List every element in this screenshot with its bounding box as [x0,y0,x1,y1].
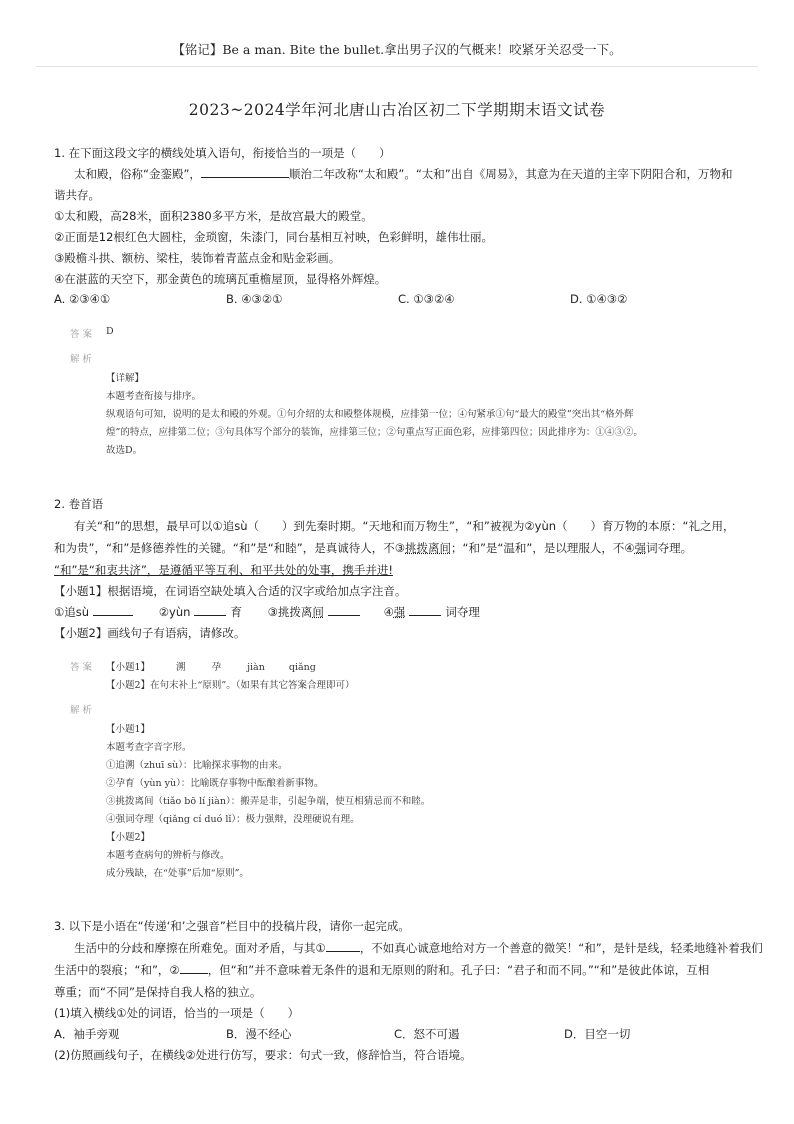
q2-answer-line2: 【小题2】在句末补上“原则”。（如果有其它答案合理即可） [106,680,355,691]
q3-para-line1 [74,940,763,956]
q1-option-d[interactable]: D. ①④③② [570,292,628,306]
q2-fill-label: ②yùn [158,605,191,619]
q2-answer-part: 溯 [176,662,186,673]
q2-fill-label: 育 [230,605,242,619]
q2-para-line1: 有关“和”的思想，最早可以①追sù（ ）到先秦时期。“天地和而万物生”，“和”被视为②yùn（ ）育万物的本原：“礼之用， [74,519,735,533]
q1-analysis-label: 解 析 [70,354,93,365]
q2-analysis-line: ③挑拨离间（tiǎo bō lí jiàn）：搬弄是非，引起争端，使互相猜忌而不和睦。 [106,796,431,807]
q2-para-line2 [54,540,692,556]
q3-option-c[interactable]: C．怒不可遏 [394,1027,460,1041]
q1-analysis-line: 故选D。 [106,445,143,456]
q1-option-c[interactable]: C. ①③②④ [398,292,455,306]
q2-analysis-line: 成分残缺，在“处事”后加“原则”。 [106,868,249,879]
q2-dotted-word: 挑拨离间 [405,541,452,555]
q2-underlined-sentence: “和”是“和衷共济”，是遵循平等互利、和平共处的处事，携手并进! [54,563,393,577]
motto-banner: 【铭记】Be a man. Bite the bullet.拿出男子汉的气概来！咬紧牙关忍受一下。 [172,42,622,57]
q2-fill-label: 离 [300,605,313,619]
q3-text: 生活中的裂痕；“和”，② [54,963,180,977]
q3-text: 生活中的分歧和摩擦在所难免。面对矛盾，与其① [74,941,326,955]
q3-option-b[interactable]: B．漫不经心 [226,1027,292,1041]
q1-answer-label: 答 案 [70,329,93,340]
q2-analysis-line: ①追溯（zhuī sù）：比喻探求事物的由来。 [106,760,288,771]
q2-dotted-word: 强 [393,605,406,619]
q2-analysis-line: ④强词夺理（qiǎng cí duó lǐ）：极力强辩，没理硬说有理。 [106,814,360,825]
q2-stem: 2. 卷首语 [54,497,104,511]
q2-analysis-line: 本题考查字音字形。 [106,742,192,753]
q2-fill-blank[interactable] [194,604,226,616]
q1-analysis-line: 本题考查衔接与排序。 [106,391,202,402]
q3-text: ，但“和”并不意味着无条件的退和无原则的附和。孔子曰：“君子和而不同。”“和”是彼此体谅，互相 [207,963,710,977]
q3-sub2: (2)仿照画线句子，在横线②处进行仿写，要求：句式一致，修辞恰当，符合语境。 [54,1048,472,1062]
q2-text: ；“和”是“温和”，是以理服人，不④ [451,541,635,555]
q2-para-line3 [54,562,393,578]
q1-item-4: ④在湛蓝的天空下，那金黄色的琉璃瓦重檐屋顶，显得格外辉煌。 [54,272,387,286]
q1-analysis-line: 煌”的特点，应排第二位；③句具体写个部分的装饰，应排第三位；②句重点写正面色彩，应排第四位；因此排序为：①④③②。 [106,427,643,438]
q3-blank-2[interactable] [180,962,208,974]
q2-fill-blank[interactable] [409,604,441,616]
q2-text: 和为贵”，“和”是修德养性的关键。“和”是“和睦”，是真诚待人，不③ [54,541,406,555]
q3-para-line2 [54,962,709,978]
q1-para-a: 太和殿，俗称“金銮殿”， [74,167,201,181]
q2-analysis-label: 解 析 [70,705,93,716]
q1-stem: 1. 在下面这段文字的横线处填入语句，衔接恰当的一项是（ ） [54,146,391,160]
q2-fill-blank[interactable] [328,604,360,616]
q2-dotted-word: 间 [312,605,324,619]
page-title: 2023~2024学年河北唐山古冶区初二下学期期末语文试卷 [188,101,606,119]
q2-analysis-line: 【小题1】 [106,724,151,735]
q1-option-b[interactable]: B. ④③②① [226,292,283,306]
q3-text: ，不如真心诚意地给对方一个善意的微笑！“和”，是针是线，轻柔地缝补着我们 [359,941,763,955]
q1-answer: D [106,326,114,337]
q2-sub2: 【小题2】画线句子有语病，请修改。 [54,626,246,640]
q2-analysis-line: ②孕育（yùn yù）：比喻既存事物中酝酿着新事物。 [106,778,324,789]
q1-item-2: ②正面是12根红色大圆柱，金琐窗，朱漆门，同台基相互衬映，色彩鲜明，雄伟壮丽。 [54,230,493,244]
q2-answer-label: 答 案 [70,662,93,673]
q2-answer-part: qiǎng [288,662,316,673]
header-divider [36,66,758,67]
q2-fill-label: ④ [383,605,394,619]
q1-item-3: ③殿檐斗拱、额枋、梁柱，装饰着青蓝点金和贴金彩画。 [54,251,341,265]
q2-analysis-line: 【小题2】 [106,832,151,843]
q1-options [54,292,754,308]
q2-sub1: 【小题1】根据语境，在词语空缺处填入合适的汉字或给加点字注音。 [54,584,407,598]
q2-analysis-line: 本题考查病句的辨析与修改。 [106,850,230,861]
q2-fill-label: 词夺理 [445,605,480,619]
q1-analysis-line: 纵观语句可知，说明的是太和殿的外观。①句介绍的太和殿整体规模，应排第一位；④句紧承①句“最大的殿堂”突出其“格外辉 [106,409,634,420]
q1-analysis-line: 【详解】 [106,373,145,384]
q2-answer-part: 孕 [211,662,222,673]
q1-para-b: 顺治二年改称“太和殿”。“太和”出自《周易》，其意为在天道的主宰下阴阳合和，万物和 [288,167,733,181]
q3-sub1: (1)填入横线①处的词语，恰当的一项是（ ） [54,1006,300,1020]
q3-option-a[interactable]: A．袖手旁观 [54,1027,120,1041]
q2-text: 词夺理。 [646,541,693,555]
q3-blank-1[interactable] [326,940,360,952]
q1-option-a[interactable]: A. ②③④① [54,292,111,306]
q2-dotted-word: 强 [634,541,647,555]
q2-answer-line1 [106,659,316,673]
q2-fill-blank[interactable] [93,604,133,616]
q3-options [54,1026,754,1042]
q1-item-1: ①太和殿，高28米，面积2380多平方米，是故宫最大的殿堂。 [54,209,373,223]
q3-para-line3: 尊重；而“不同”是保持自我人格的独立。 [54,985,262,999]
q2-answer-part: 【小题1】 [106,662,151,673]
q2-fill-label: ①追sù [54,605,90,619]
q3-option-d[interactable]: D．目空一切 [564,1027,631,1041]
q2-fill-label: ③挑拨 [267,605,301,619]
q2-answer-part: jiàn [247,662,265,673]
q1-blank [201,166,289,178]
q3-stem: 3. 以下是小语在“传递‘和’之强音”栏目中的投稿片段，请你一起完成。 [54,919,410,933]
q1-paragraph-line1 [74,166,733,182]
q2-fill-row [54,604,480,620]
q1-para-c: 谐共存。 [54,188,100,202]
